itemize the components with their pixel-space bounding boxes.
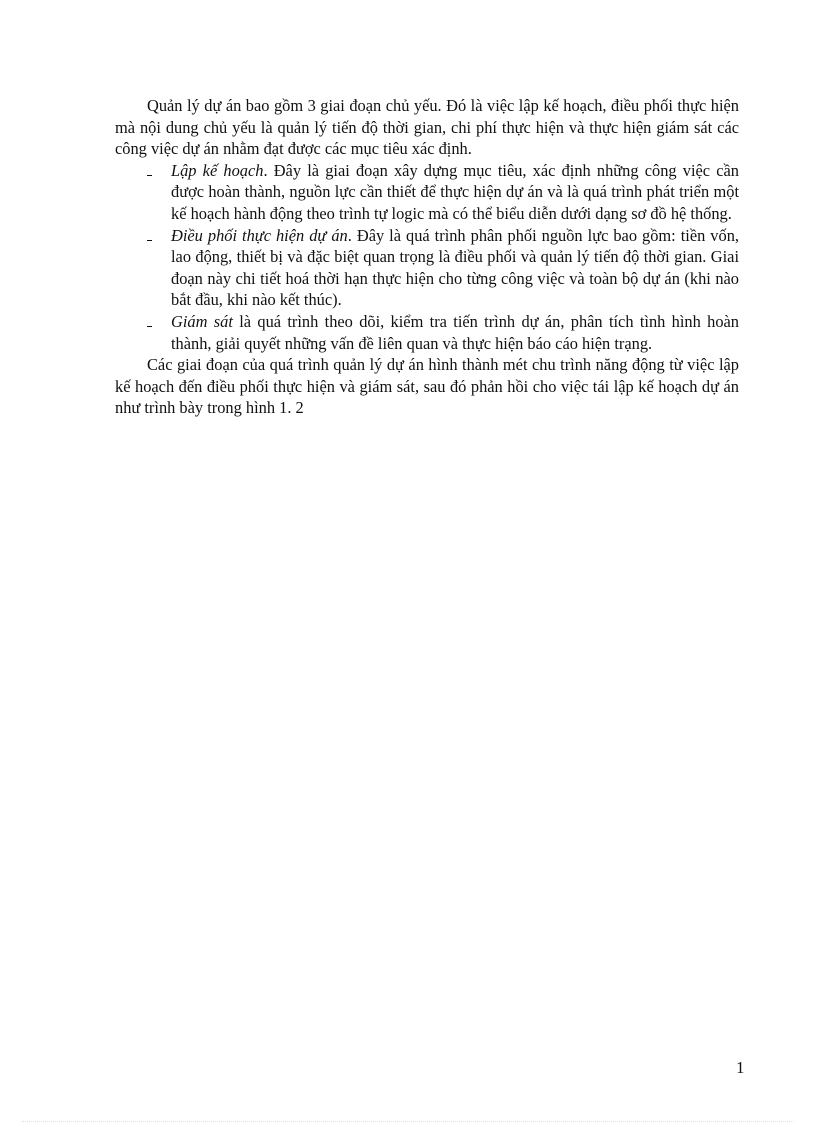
list-item-term: Lập kế hoạch xyxy=(171,160,264,180)
page-bottom-divider xyxy=(22,1121,794,1122)
list-item xyxy=(115,160,739,225)
list-item xyxy=(115,311,739,354)
list-item xyxy=(115,225,739,311)
stage-list xyxy=(115,160,739,354)
intro-paragraph: Quản lý dự án bao gồm 3 giai đoạn chủ yếu. Đó là việc lập kế hoạch, điều phối thực hiện mà nội dung chủ yếu là quản lý tiến độ thời gian, chi phí thực hiện và thực hiện giám sát các công việc dự án nhằm đạt được các mục tiêu xác định. xyxy=(115,96,739,159)
page-number: 1 xyxy=(736,1058,745,1077)
list-item-term: Điều phối thực hiện dự án xyxy=(171,225,348,245)
list-item-term: Giám sát xyxy=(171,311,233,331)
list-item-text: . Đây là giai đoạn xây dựng mục tiêu, xác định những công việc cần được hoàn thành, nguồn lực cần thiết để thực hiện dự án và là quá trình phát triển một kế hoạch hành động theo trình tự logic mà có thể biểu diễn dưới dạng sơ đồ hệ thống. xyxy=(171,160,739,223)
document-body xyxy=(115,95,739,419)
closing-paragraph: Các giai đoạn của quá trình quản lý dự án hình thành mét chu trình năng động từ việc lập kế hoạch đến điều phối thực hiện và giám sát, sau đó phản hồi cho việc tái lập kế hoạch dự án như trình bày trong hình 1. 2 xyxy=(115,355,739,418)
list-item-text: là quá trình theo dõi, kiểm tra tiến trình dự án, phân tích tình hình hoàn thành, giải quyết những vấn đề liên quan và thực hiện báo cáo hiện trạng. xyxy=(171,311,739,353)
list-item-text: . Đây là quá trình phân phối nguồn lực bao gồm: tiền vốn, lao động, thiết bị và đặc biệt quan trọng là điều phối và quản lý tiến độ thời gian. Giai đoạn này chi tiết hoá thời hạn thực hiện cho từng công việc và toàn bộ dự án (khi nào bắt đầu, khi nào kết thúc). xyxy=(171,225,739,310)
